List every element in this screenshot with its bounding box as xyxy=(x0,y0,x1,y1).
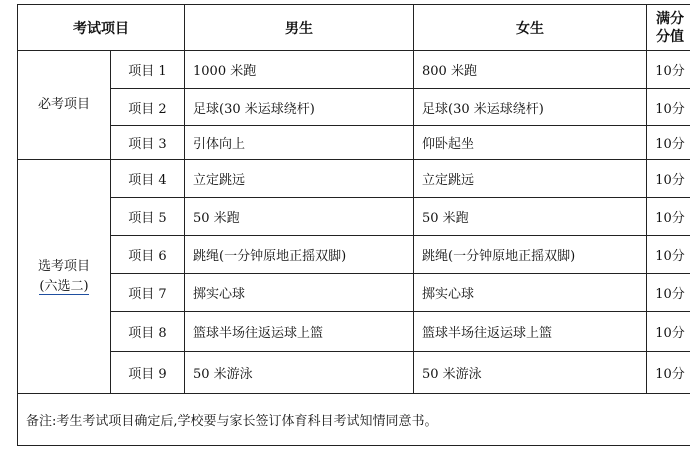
female-event: 篮球半场往返运球上篮 xyxy=(414,312,647,352)
item-label: 项目 1 xyxy=(111,51,185,89)
full-score: 10分 xyxy=(647,126,690,160)
item-label: 项目 8 xyxy=(111,312,185,352)
table-row xyxy=(18,198,690,236)
female-event: 立定跳远 xyxy=(414,160,647,198)
full-score: 10分 xyxy=(647,312,690,352)
female-event: 跳绳(一分钟原地正摇双脚) xyxy=(414,236,647,274)
item-label: 项目 4 xyxy=(111,160,185,198)
group-required: 必考项目 xyxy=(18,51,111,160)
header-score-line1: 满分 xyxy=(656,10,684,27)
note-text: 备注:考生考试项目确定后,学校要与家长签订体育科目考试知情同意书。 xyxy=(18,394,690,446)
full-score: 10分 xyxy=(647,160,690,198)
group-elective-label: 选考项目 xyxy=(37,258,90,274)
female-event: 50 米游泳 xyxy=(414,352,647,394)
full-score: 10分 xyxy=(647,352,690,394)
header-project: 考试项目 xyxy=(18,5,185,51)
full-score: 10分 xyxy=(647,198,690,236)
header-female: 女生 xyxy=(414,5,647,51)
full-score: 10分 xyxy=(647,274,690,312)
table-row xyxy=(18,51,690,89)
male-event: 篮球半场往返运球上篮 xyxy=(185,312,414,352)
header-row xyxy=(18,5,690,51)
table-row xyxy=(18,236,690,274)
item-label: 项目 3 xyxy=(111,126,185,160)
item-label: 项目 2 xyxy=(111,89,185,126)
table-row xyxy=(18,160,690,198)
group-elective-sub: (六选二) xyxy=(39,278,89,294)
male-event: 跳绳(一分钟原地正摇双脚) xyxy=(185,236,414,274)
male-event: 足球(30 米运球绕杆) xyxy=(185,89,414,126)
group-elective xyxy=(18,160,111,394)
female-event: 800 米跑 xyxy=(414,51,647,89)
female-event: 掷实心球 xyxy=(414,274,647,312)
table-row xyxy=(18,352,690,394)
male-event: 引体向上 xyxy=(185,126,414,160)
note-row xyxy=(18,394,690,446)
male-event: 50 米游泳 xyxy=(185,352,414,394)
full-score: 10分 xyxy=(647,89,690,126)
male-event: 立定跳远 xyxy=(185,160,414,198)
female-event: 50 米跑 xyxy=(414,198,647,236)
table-row xyxy=(18,126,690,160)
female-event: 足球(30 米运球绕杆) xyxy=(414,89,647,126)
table-row xyxy=(18,274,690,312)
exam-items-table xyxy=(17,4,690,446)
female-event: 仰卧起坐 xyxy=(414,126,647,160)
item-label: 项目 6 xyxy=(111,236,185,274)
table-row xyxy=(18,89,690,126)
header-score-line2: 分值 xyxy=(656,28,684,45)
male-event: 掷实心球 xyxy=(185,274,414,312)
item-label: 项目 7 xyxy=(111,274,185,312)
table-row xyxy=(18,312,690,352)
full-score: 10分 xyxy=(647,51,690,89)
male-event: 1000 米跑 xyxy=(185,51,414,89)
male-event: 50 米跑 xyxy=(185,198,414,236)
header-score xyxy=(647,5,690,51)
item-label: 项目 5 xyxy=(111,198,185,236)
full-score: 10分 xyxy=(647,236,690,274)
header-male: 男生 xyxy=(185,5,414,51)
item-label: 项目 9 xyxy=(111,352,185,394)
